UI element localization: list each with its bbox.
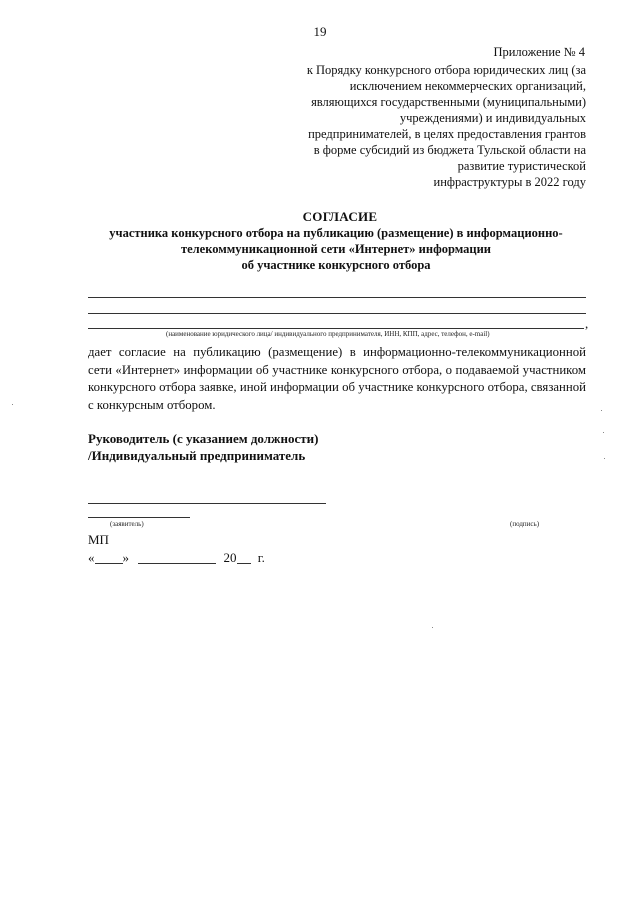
document-subtitle: участника конкурсного отбора на публикацию (размещение) в информационно- телекоммуникационной сети «Интернет» информации об участнике конкурсного отбора [109,226,563,272]
annex-title: Приложение № 4 [493,45,585,59]
applicant-line-short [88,517,190,518]
document-title: СОГЛАСИЕ [302,209,378,224]
fill-hint: (наименование юридического лица/ индивидуального предпринимателя, ИНН, КПП, адрес, телефон, e-mail) [166,330,490,338]
date-year-prefix: 20 [223,550,237,565]
stamp-place: МП [88,532,109,547]
fill-comma: , [585,316,589,331]
scan-speck [603,432,604,433]
signature-hint: (подпись) [510,520,540,528]
scan-speck [601,410,602,411]
fill-line-3 [88,328,584,329]
applicant-hint: (заявитель) [110,520,144,528]
scan-speck [432,627,433,628]
page-number: 19 [313,24,327,39]
date-line [88,550,265,566]
scan-speck [12,404,13,405]
scan-speck [604,458,605,459]
date-day-blank [95,551,123,564]
signatory-role: Руководитель (с указанием должности) /Индивидуальный предприниматель [88,431,319,463]
applicant-line [88,503,326,504]
date-close-quote: » [122,550,129,565]
date-open-quote: « [88,550,95,565]
date-month-blank [138,551,216,564]
date-year-suffix: г. [257,550,265,565]
consent-body-text: дает согласие на публикацию (размещение) в информационно-телекоммуникационной сети «Интернет» информации об участнике конкурсного отбора, о подаваемой участником конкурсного отбора заявке, иной информации об участнике конкурсного отбора, связанной с конкурсным отбором. [88,345,586,412]
fill-line-1 [88,297,586,298]
fill-line-2 [88,313,586,314]
annex-text: к Порядку конкурсного отбора юридических лиц (за исключением некоммерческих организаций, являющихся государственными (муниципальными) учреждениями) и индивидуальных предпринимателей, в целях предоставления грантов в форме субсидий из бюджета Тульской области на развитие туристической инфраструктуры в 2022 году [306,63,586,189]
date-year-blank [237,551,251,564]
